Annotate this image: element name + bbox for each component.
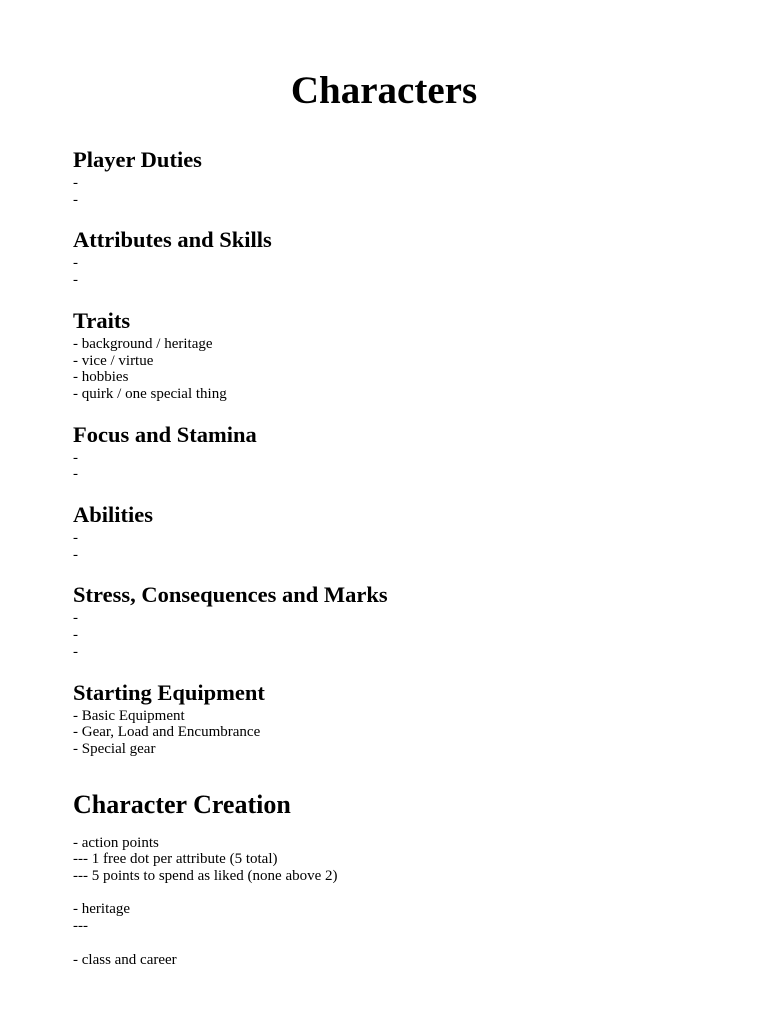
list-item: - bbox=[73, 175, 78, 191]
list-item: --- 5 points to spend as liked (none above 2) bbox=[73, 868, 338, 885]
list-item: - bbox=[73, 449, 78, 466]
section-character-creation bbox=[73, 787, 713, 969]
section-attributes-and-skills bbox=[73, 225, 713, 288]
section-heading: Attributes and Skills bbox=[73, 227, 272, 253]
list-item: - bbox=[73, 191, 78, 208]
list-item: - quirk / one special thing bbox=[73, 385, 227, 402]
list-item: - Basic Equipment bbox=[73, 707, 185, 724]
section-starting-equipment bbox=[73, 678, 713, 758]
list-item: - Special gear bbox=[73, 740, 156, 757]
section-heading: Traits bbox=[73, 307, 131, 333]
list-item: --- bbox=[73, 918, 88, 935]
section-focus-and-stamina bbox=[73, 420, 713, 483]
section-heading: Starting Equipment bbox=[73, 679, 265, 705]
list-item: - bbox=[73, 255, 78, 272]
list-item: - bbox=[73, 627, 78, 644]
blank-line bbox=[73, 935, 713, 952]
list-item: - heritage bbox=[73, 901, 131, 918]
list-item: - bbox=[73, 610, 78, 627]
list-item: - vice / virtue bbox=[73, 352, 154, 369]
list-item: - bbox=[73, 272, 78, 289]
list-item: - background / heritage bbox=[73, 335, 213, 352]
page-title: Characters bbox=[290, 69, 478, 112]
blank-line bbox=[73, 885, 713, 902]
list-item: - class and career bbox=[73, 951, 177, 968]
list-item: - hobbies bbox=[73, 369, 129, 386]
list-item: - action points bbox=[73, 834, 159, 851]
list-item: - bbox=[73, 466, 78, 483]
section-heading-main: Character Creation bbox=[73, 789, 291, 819]
document-body bbox=[73, 145, 713, 968]
section-stress-consequences-marks bbox=[73, 580, 713, 660]
section-heading: Player Duties bbox=[73, 147, 202, 172]
section-player-duties bbox=[73, 145, 713, 208]
section-abilities bbox=[73, 500, 713, 563]
list-item: - Gear, Load and Encumbrance bbox=[73, 724, 261, 741]
section-heading: Stress, Consequences and Marks bbox=[73, 582, 388, 608]
section-heading: Focus and Stamina bbox=[73, 421, 257, 447]
list-item: --- 1 free dot per attribute (5 total) bbox=[73, 851, 278, 868]
list-item: - bbox=[73, 643, 78, 660]
list-item: - bbox=[73, 546, 78, 563]
section-heading: Abilities bbox=[73, 502, 154, 528]
section-traits bbox=[73, 306, 713, 403]
list-item: - bbox=[73, 530, 78, 547]
